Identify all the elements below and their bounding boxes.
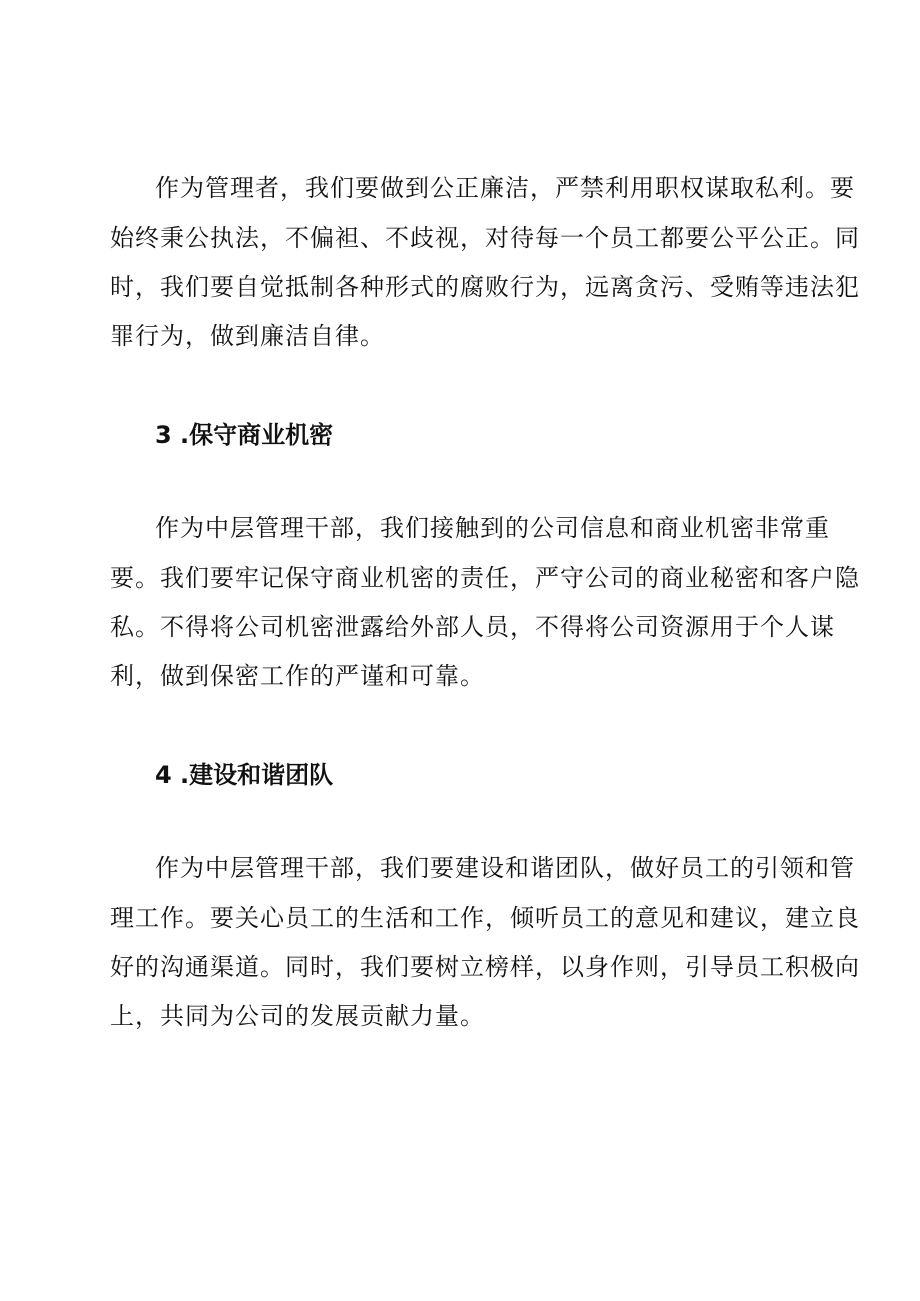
paragraph-1-line-2: 始终秉公执法，不偏袒、不歧视，对待每一个员工都要公平公正。同 (110, 224, 860, 252)
paragraph-2-line-3: 私。不得将公司机密泄露给外部人员，不得将公司资源用于个人谋 (110, 613, 835, 641)
paragraph-2-line-2: 要。我们要牢记保守商业机密的责任，严守公司的商业秘密和客户隐 (110, 564, 860, 592)
paragraph-1-line-3: 时，我们要自觉抵制各种形式的腐败行为，远离贪污、受贿等违法犯 (110, 273, 860, 301)
paragraph-3-line-3: 好的沟通渠道。同时，我们要树立榜样，以身作则，引导员工积极向 (110, 953, 860, 981)
section-heading-4: 4 .建设和谐团队 (155, 761, 334, 789)
paragraph-1-line-1: 作为管理者，我们要做到公正廉洁，严禁利用职权谋取私利。要 (155, 174, 855, 202)
paragraph-1-line-4: 罪行为，做到廉洁自律。 (110, 322, 385, 350)
section-heading-3: 3 .保守商业机密 (155, 421, 334, 449)
paragraph-3-line-2: 理工作。要关心员工的生活和工作，倾听员工的意见和建议，建立良 (110, 904, 860, 932)
paragraph-2-line-1: 作为中层管理干部，我们接触到的公司信息和商业机密非常重 (155, 514, 830, 542)
paragraph-2-line-4: 利，做到保密工作的严谨和可靠。 (110, 662, 485, 690)
paragraph-3-line-1: 作为中层管理干部，我们要建设和谐团队，做好员工的引领和管 (155, 854, 855, 882)
paragraph-3-line-4: 上，共同为公司的发展贡献力量。 (110, 1002, 485, 1030)
